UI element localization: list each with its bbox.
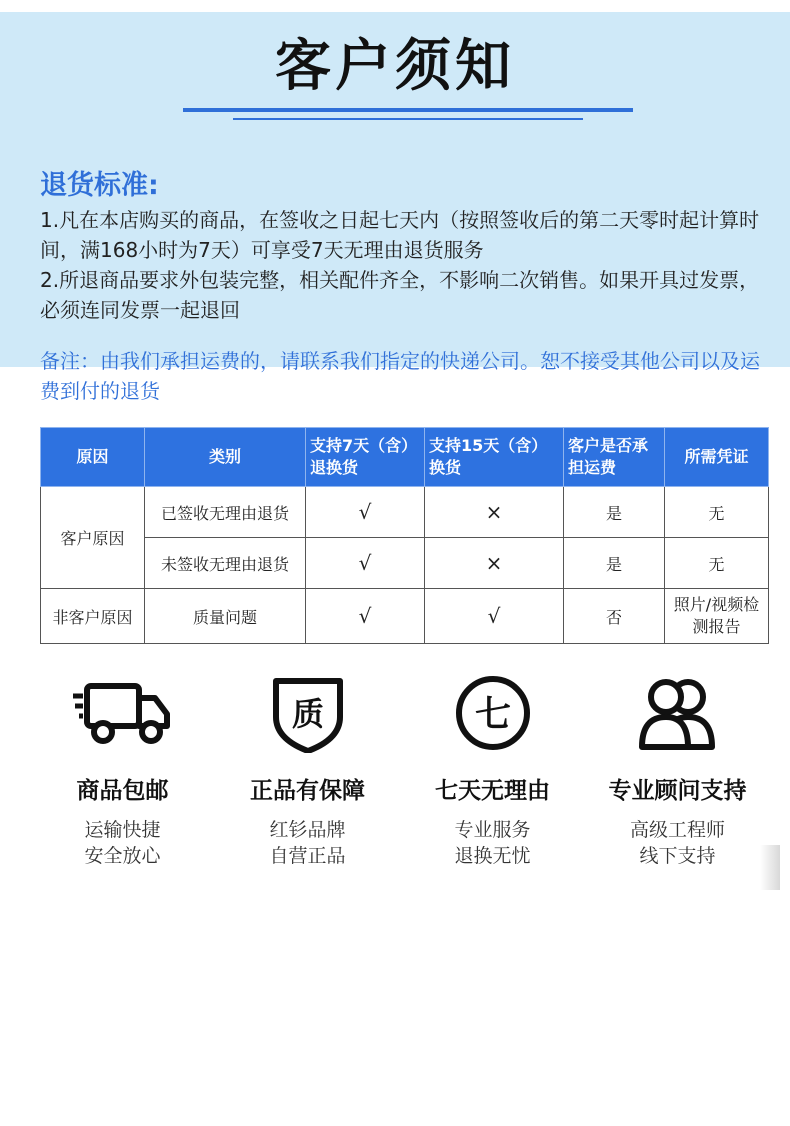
feature-desc [400,817,585,869]
header-reason: 原因 [41,428,145,487]
page-title: 客户须知 [275,34,515,99]
edge-shadow [760,845,780,890]
return-policy-table [40,427,769,644]
header-category: 类别 [145,428,306,487]
feature-title: 专业顾问支持 [608,778,747,804]
feature-desc [215,817,400,869]
7day-cell: √ [306,487,425,538]
feature-desc-line: 红钐品牌 [269,819,346,841]
freight-cell: 否 [564,589,665,644]
reason-cell: 客户原因 [41,487,145,589]
table-header-row [41,428,769,487]
policy-paragraph-1: 1.凡在本店购买的商品，在签收之日起七天内（按照签收后的第二天零时起计算时间，满168小时为7天）可享受7天无理由退货服务 [40,208,760,262]
feature-desc-line: 高级工程师 [629,819,725,841]
freight-cell: 是 [564,538,665,589]
seven-circle-icon [400,672,585,754]
feature-title: 正品有保障 [250,778,365,804]
15day-cell: × [425,538,564,589]
feature-desc-line: 退换无忧 [454,845,531,867]
feature-desc [30,817,215,869]
people-icon [585,672,770,754]
title-underline [183,108,633,112]
feature-desc-line: 安全放心 [84,845,161,867]
feature-title: 七天无理由 [435,778,550,804]
feature-genuine [215,672,400,869]
15day-cell: × [425,487,564,538]
feature-consultant [585,672,770,869]
note-text: 备注：由我们承担运费的，请联系我们指定的快递公司。恕不接受其他公司以及运费到付的退货 [40,349,760,403]
feature-desc-line: 自营正品 [269,845,346,867]
category-cell: 已签收无理由退货 [145,487,306,538]
header-7day: 支持7天（含）退换货 [306,428,425,487]
policy-paragraph-2: 2.所退商品要求外包装完整，相关配件齐全，不影响二次销售。如果开具过发票，必须连同发票一起退回 [40,268,760,322]
feature-title: 商品包邮 [76,778,169,804]
svg-text:质: 质 [291,695,324,733]
category-cell: 未签收无理由退货 [145,538,306,589]
table-row [41,487,769,538]
feature-seven-days [400,672,585,869]
header-freight: 客户是否承担运费 [564,428,665,487]
title-underline-thin [233,118,583,120]
15day-cell: √ [425,589,564,644]
proof-cell: 无 [665,538,769,589]
proof-cell: 无 [665,487,769,538]
feature-desc-line: 专业服务 [454,819,531,841]
category-cell: 质量问题 [145,589,306,644]
header-proof: 所需凭证 [665,428,769,487]
freight-cell: 是 [564,487,665,538]
feature-desc-line: 运输快捷 [84,819,161,841]
reason-cell: 非客户原因 [41,589,145,644]
7day-cell: √ [306,589,425,644]
svg-text:七: 七 [474,694,511,735]
header-15day: 支持15天（含）换货 [425,428,564,487]
feature-desc [585,817,770,869]
quality-shield-icon [215,672,400,754]
feature-free-shipping [30,672,215,869]
section-heading: 退货标准: [40,170,159,201]
truck-icon [30,672,215,754]
proof-cell: 照片/视频检测报告 [665,589,769,644]
table-row [41,538,769,589]
table-row [41,589,769,644]
feature-row [30,672,770,869]
feature-desc-line: 线下支持 [639,845,716,867]
7day-cell: √ [306,538,425,589]
